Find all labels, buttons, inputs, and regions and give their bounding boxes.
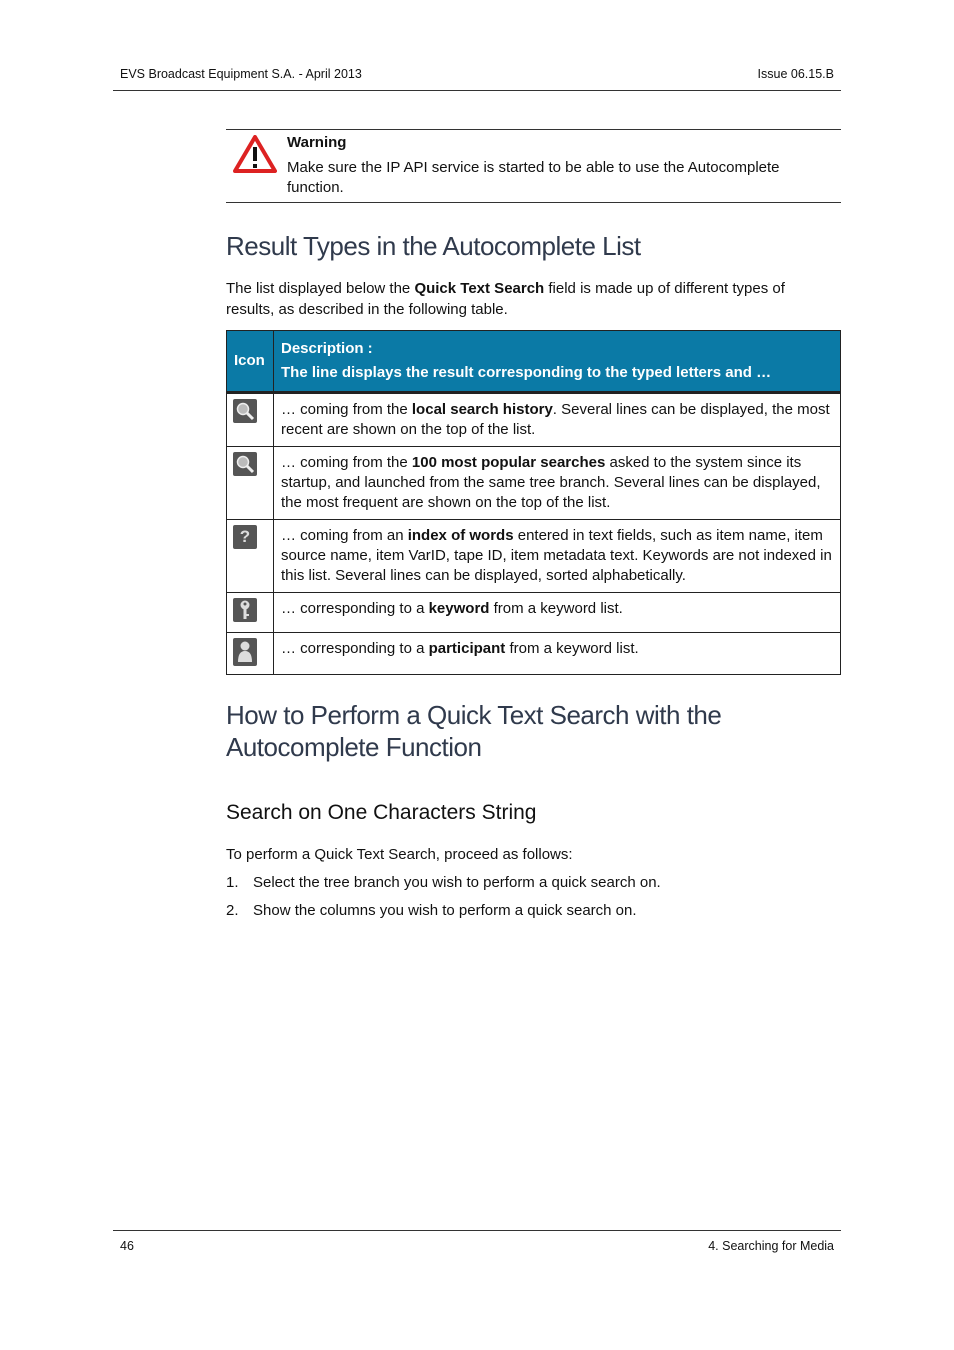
footer-chapter: 4. Searching for Media [708,1239,834,1253]
row-bold: index of words [407,527,514,544]
question-mark-icon: ? [233,525,257,549]
table-row [227,633,841,675]
header-description [274,331,841,393]
heading-line-2: Autocomplete Function [226,732,482,762]
list-item [226,900,661,921]
warning-text: Make sure the IP API service is started to be able to use the Autocomplete function. [287,159,780,196]
row-text: asked to the system since its startup, and launched from the same tree branch. Several lines can be displayed, the most frequent are shown on the top of the list. [281,454,821,511]
row-text: … coming from the [281,401,412,418]
table-row [227,447,841,520]
procedure-steps [226,872,661,928]
warning-title: Warning [287,134,347,151]
row-text: from a keyword list. [489,600,623,617]
row-bold: local search history [411,401,553,418]
section-heading-result-types: Result Types in the Autocomplete List [226,231,641,261]
warning-box [226,129,841,203]
table-header-row [227,331,841,393]
row-description [274,447,841,520]
row-bold: participant [428,640,506,657]
header-icon: Icon [227,331,274,393]
step-number: 1. [226,874,239,891]
row-bold: keyword [428,600,490,617]
warning-triangle-icon [233,135,277,173]
header-issue: Issue 06.15.B [757,67,834,81]
page-footer [113,1230,841,1253]
intro-text-c: field is made up of different types of results, as described in the following table. [226,280,785,318]
magnifier-icon [233,399,257,423]
row-text: … coming from an [281,527,408,544]
row-bold: 100 most popular searches [411,454,606,471]
person-icon [233,638,257,666]
row-text: … corresponding to a [281,600,429,617]
result-types-table [226,330,841,675]
heading-line-1: How to Perform a Quick Text Search with the [226,700,722,730]
section-intro [226,278,826,320]
row-text: … corresponding to a [281,640,429,657]
header-publisher: EVS Broadcast Equipment S.A. - April 2013 [120,67,362,81]
page-number: 46 [120,1239,134,1253]
page-header [113,64,841,91]
table-row [227,393,841,447]
header-description-line1: Description : [281,340,373,357]
header-description-line2: The line displays the result corresponding to the typed letters and … [281,364,772,381]
row-description [274,393,841,447]
step-number: 2. [226,902,239,919]
procedure-intro: To perform a Quick Text Search, proceed as follows: [226,846,573,863]
intro-bold: Quick Text Search [414,280,545,297]
table-row [227,520,841,593]
table-row [227,593,841,633]
subheading-search-string: Search on One Characters String [226,801,537,824]
list-item [226,872,661,893]
step-text: Show the columns you wish to perform a quick search on. [253,902,637,919]
key-icon [233,598,257,622]
row-description [274,633,841,675]
row-text: … coming from the [281,454,412,471]
row-text: . Several lines can be displayed, the most recent are shown on the top of the list. [281,401,830,438]
row-text: from a keyword list. [505,640,639,657]
step-text: Select the tree branch you wish to perform a quick search on. [253,874,661,891]
row-text: entered in text fields, such as item name, item source name, item VarID, tape ID, item metadata text. Keywords are not indexed in this list. Several lines can be displayed, sorted alphabetically. [281,527,832,584]
intro-text-a: The list displayed below the [226,280,415,297]
row-description [274,520,841,593]
magnifier-icon [233,452,257,476]
section-heading-how-to [226,699,721,763]
row-description [274,593,841,633]
